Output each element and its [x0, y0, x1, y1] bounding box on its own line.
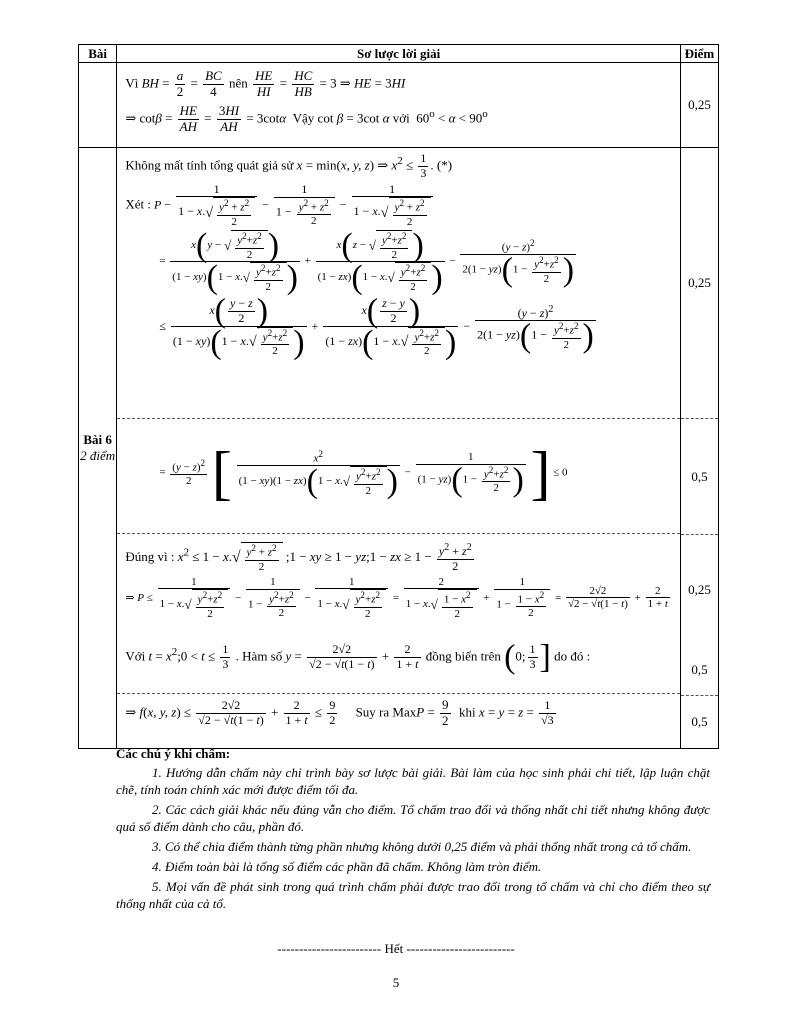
header-points: Điểm — [680, 45, 718, 63]
row1-solution — [117, 63, 681, 148]
page-number: 5 — [392, 975, 400, 990]
bai-6-label: Bài 6 2 điểm — [79, 148, 117, 749]
note-item: 2. Các cách giải khác nếu đúng vẫn cho điểm. Tổ chấm trao đổi và thống nhất chi tiết nhưng không được quá số điểm dành cho câu, phần đó. — [116, 802, 710, 834]
end-marker: ------------------------ Hết ------------------------- — [277, 941, 515, 956]
row1-line2: ⇒ cotβ = $\frac{HE}{AH}$ = $\frac{3HI}{AH}$ = 3cotα Vậy cot β = 3cot α với $60^o < \alpha < 90^o$ — [125, 102, 488, 134]
bai-6-solution — [117, 148, 681, 749]
row1-points: 0,25 — [680, 63, 718, 148]
note-item: 1. Hướng dẫn chấm này chỉ trình bày sơ lược bài giải. Bài làm của học sinh phải chi tiết, lập luận chặt chẽ, tính toán chính xác mới được điểm tối đa. — [116, 765, 710, 797]
bai-6-points: 0,25 0,5 0,25 0,5 0,5 — [680, 148, 718, 749]
note-item: 3. Có thể chia điểm thành từng phần nhưng không dưới 0,25 điểm và phải thống nhất trong cả tổ chấm. — [152, 839, 692, 854]
bai-6-segment-4: Với $t = x^2;0 < t$ ≤ $\frac{1}{3}$ . Hàm số y = $\frac{2√2}{√2 - √t(1 - t)}$ + $\frac{2}{1 + t}$ đồng biến trên (0; $\frac{1}{3}$ ] do đó : — [125, 638, 591, 676]
notes-heading: Các chú ý khi chấm: — [116, 746, 231, 761]
bai-6-segment-3: Đúng vì : $x^2 \le 1 - x.√$ $\frac{y^2 + z^2}{2}$ ;1 − xy ≥ 1 − yz;1 − zx ≥ 1 − $\frac{y^2 + z^2}{2}$ ⇒ P ≤ 1 1 − x.√ $\frac{y^2+z^2}{2}$ − 1 1 − $\frac{y^2+z^2}{2}$ − 1 1 − x.√ $\frac{y^2+z^2}{2}$ = 2 1 − x.√ $\frac{1 - x^2}{2}$ + 1 1 − $\frac{1 - x^2}{2}$ = $\frac{2√2}{√2 - √t(1 - t)}$ + $\frac{2}{1 + t}$ — [117, 533, 680, 643]
row-continuation — [79, 63, 719, 148]
solution-table — [78, 44, 719, 749]
row1-line1: Vì BH = $\frac{a}{2}$ = $\frac{BC}{4}$ nên $\frac{HE}{HI}$ = $\frac{HC}{HB}$ = 3 ⇒ HE = 3HI — [125, 68, 406, 99]
table-header-row — [79, 45, 719, 63]
note-item: 5. Mọi vấn đề phát sinh trong quá trình chấm phải được trao đổi trong tổ chấm và chỉ cho điểm theo sự thống nhất của cả tổ. — [116, 879, 710, 911]
header-bai: Bài — [79, 45, 117, 63]
bai-6-segment-2: = $\frac{(y - z)^2}{2}$ [ $x^2$ (1 − xy)(1 − zx)(1 − x.√ $\frac{y^2+z^2}{2}$ ) − 1 (1 − yz)(1 − $\frac{y^2+z^2}{2}$ ) ] ≤ 0 — [117, 418, 680, 533]
bai-6-segment-5: ⇒ f(x, y, z) ≤ $\frac{2√2}{√2 - √t(1 - t)}$ + $\frac{2}{1 + t}$ ≤ $\frac{9}{2}$ Suy ra MaxP = $\frac{9}{2}$ khi x = y = z = $\frac{1}{√3}$ — [117, 693, 680, 745]
grading-notes — [116, 745, 710, 915]
bai-6-segment-1: Không mất tính tổng quát giả sử x = min(x, y, z) ⇒ $x^2$ ≤ $\frac{1}{3}$ . (*) Xét : P − 1 1 − x.√ $\frac{y^2 + z^2}{2}$ − 1 1 − $\frac{y^2 + z^2}{2}$ − 1 1 − x.√ $\frac{y^2 + z^2}{2}$ = x(y − √ $\frac{y^2+z^2}{2}$ ) (1 − xy)(1 − x.√ $\frac{y^2+z^2}{2}$ ) + x(z − √ $\frac{y^2+z^2}{2}$ ) (1 − zx)(1 − x.√ $\frac{y^2+z^2}{2}$ ) − $(y - z)^2$ 2(1 − yz)(1 − $\frac{y^2+z^2}{2}$ ) ≤ x( $\frac{y - z}{2}$ ) (1 − xy)(1 − x.√ $\frac{y^2+z^2}{2}$ ) + x( $\frac{z - y}{2}$ ) (1 − zx)(1 − x.√ $\frac{y^2+z^2}{2}$ ) − $(y - z)^2$ 2(1 − yz)(1 − $\frac{y^2+z^2}{2}$ ) — [125, 151, 594, 361]
row-bai-6 — [79, 148, 719, 749]
header-solution: Sơ lược lời giải — [117, 45, 681, 63]
note-item: 4. Điểm toàn bài là tổng số điểm các phần đã chấm. Không làm tròn điểm. — [152, 859, 542, 874]
